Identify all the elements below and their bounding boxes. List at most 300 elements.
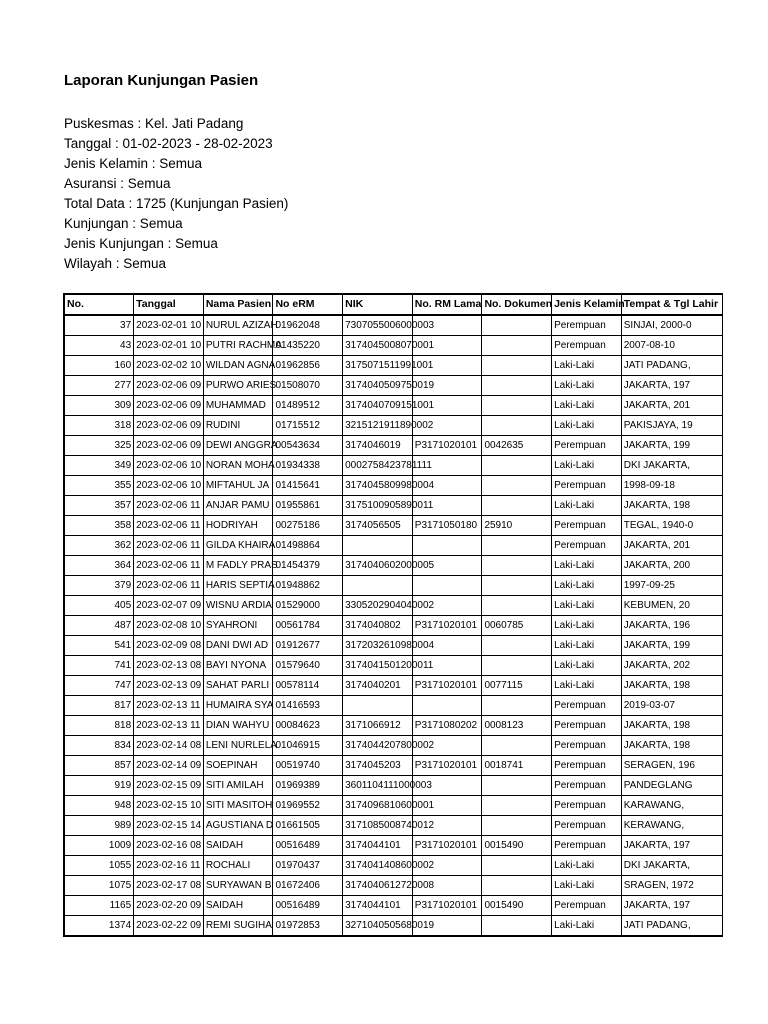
table-cell: 3174044207800002	[343, 736, 413, 756]
table-cell: 379	[64, 576, 134, 596]
table-cell: JAKARTA, 200	[621, 556, 722, 576]
table-cell: 01529000	[273, 596, 343, 616]
table-cell	[482, 556, 552, 576]
visit-table-container	[63, 293, 719, 935]
table-cell: Perempuan	[552, 836, 622, 856]
table-cell: 2023-02-02 10	[134, 356, 204, 376]
table-cell: JAKARTA, 199	[621, 436, 722, 456]
column-header: No eRM	[273, 294, 343, 315]
table-cell: JAKARTA, 198	[621, 736, 722, 756]
table-cell: 2023-02-06 11	[134, 576, 204, 596]
table-cell: 3174045203	[343, 756, 413, 776]
table-row	[64, 416, 723, 436]
table-row	[64, 736, 723, 756]
table-cell	[482, 596, 552, 616]
table-cell: 01498864	[273, 536, 343, 556]
table-cell: NORAN MOHA	[203, 456, 273, 476]
table-cell: 2023-02-13 09	[134, 676, 204, 696]
column-header: NIK	[343, 294, 413, 315]
table-cell: SINJAI, 2000-0	[621, 315, 722, 336]
table-cell: 00516489	[273, 836, 343, 856]
visit-table	[63, 293, 723, 937]
table-cell: 01416593	[273, 696, 343, 716]
table-cell: P3171020101	[412, 756, 482, 776]
report-title: Laporan Kunjungan Pasien	[64, 72, 259, 89]
table-cell	[482, 536, 552, 556]
table-row	[64, 356, 723, 376]
table-row	[64, 476, 723, 496]
table-cell: 358	[64, 516, 134, 536]
table-cell: 2023-02-15 09	[134, 776, 204, 796]
table-cell: 3174040602000005	[343, 556, 413, 576]
table-cell	[482, 736, 552, 756]
table-cell: JAKARTA, 199	[621, 636, 722, 656]
table-cell: DEWI ANGGRA	[203, 436, 273, 456]
table-cell: DKI JAKARTA,	[621, 456, 722, 476]
table-cell: 0018741	[482, 756, 552, 776]
table-cell	[482, 796, 552, 816]
table-cell: 2023-02-13 11	[134, 696, 204, 716]
table-cell: 2023-02-06 11	[134, 496, 204, 516]
table-cell	[482, 916, 552, 937]
table-cell: 3174040201	[343, 676, 413, 696]
table-cell: 2023-02-13 08	[134, 656, 204, 676]
table-cell: SOEPINAH	[203, 756, 273, 776]
table-cell: 277	[64, 376, 134, 396]
table-cell: 01955861	[273, 496, 343, 516]
table-cell: Laki-Laki	[552, 656, 622, 676]
table-cell: 01715512	[273, 416, 343, 436]
table-cell	[412, 696, 482, 716]
table-cell: 00084623	[273, 716, 343, 736]
table-cell	[343, 576, 413, 596]
table-row	[64, 376, 723, 396]
table-cell: 2023-02-06 09	[134, 376, 204, 396]
table-row	[64, 836, 723, 856]
table-cell: 2023-02-16 11	[134, 856, 204, 876]
table-row	[64, 716, 723, 736]
table-cell: 0015490	[482, 896, 552, 916]
table-cell: Perempuan	[552, 776, 622, 796]
table-row	[64, 796, 723, 816]
table-cell: 7307055006000003	[343, 315, 413, 336]
table-cell: 01489512	[273, 396, 343, 416]
report-meta-line: Tanggal : 01-02-2023 - 28-02-2023	[64, 136, 273, 151]
report-meta-line: Total Data : 1725 (Kunjungan Pasien)	[64, 196, 289, 211]
table-row	[64, 776, 723, 796]
table-cell: 3215121911890002	[343, 416, 413, 436]
table-cell: JAKARTA, 197	[621, 836, 722, 856]
table-cell: Perempuan	[552, 736, 622, 756]
table-cell: 00543634	[273, 436, 343, 456]
table-cell: 487	[64, 616, 134, 636]
table-row	[64, 556, 723, 576]
table-row	[64, 536, 723, 556]
table-cell: 3174046019	[343, 436, 413, 456]
table-cell: REMI SUGIHA	[203, 916, 273, 937]
table-cell: SAIDAH	[203, 836, 273, 856]
table-cell: Laki-Laki	[552, 556, 622, 576]
table-cell: JAKARTA, 198	[621, 496, 722, 516]
table-row	[64, 456, 723, 476]
table-cell: 00519740	[273, 756, 343, 776]
table-cell: 834	[64, 736, 134, 756]
table-cell: 01948862	[273, 576, 343, 596]
table-cell: 2023-02-22 09	[134, 916, 204, 937]
table-cell: 2023-02-01 10	[134, 315, 204, 336]
table-cell	[482, 396, 552, 416]
table-cell: 2023-02-16 08	[134, 836, 204, 856]
table-cell: DKI JAKARTA,	[621, 856, 722, 876]
table-cell: 3174041501200011	[343, 656, 413, 676]
table-cell: 2023-02-06 10	[134, 476, 204, 496]
table-body	[64, 315, 723, 936]
table-cell: Laki-Laki	[552, 416, 622, 436]
table-cell: 3174045008070001	[343, 336, 413, 356]
table-cell: 2023-02-20 09	[134, 896, 204, 916]
table-cell: 1075	[64, 876, 134, 896]
table-cell	[482, 696, 552, 716]
table-cell: 989	[64, 816, 134, 836]
table-cell: HUMAIRA SYA	[203, 696, 273, 716]
column-header: Tempat & Tgl Lahir	[621, 294, 722, 315]
column-header: Nama Pasien	[203, 294, 273, 315]
table-cell: 2023-02-07 09	[134, 596, 204, 616]
table-cell: JAKARTA, 197	[621, 376, 722, 396]
table-cell: 0060785	[482, 616, 552, 636]
table-cell: 00275186	[273, 516, 343, 536]
table-cell: 0077115	[482, 676, 552, 696]
table-cell: Perempuan	[552, 436, 622, 456]
table-row	[64, 916, 723, 937]
table-cell: 3174040509750019	[343, 376, 413, 396]
column-header: No.	[64, 294, 134, 315]
table-cell: Perempuan	[552, 516, 622, 536]
table-cell: TEGAL, 1940-0	[621, 516, 722, 536]
table-cell: 2023-02-06 09	[134, 396, 204, 416]
table-cell: 01969552	[273, 796, 343, 816]
table-cell: 01579640	[273, 656, 343, 676]
table-row	[64, 636, 723, 656]
table-cell: 01972853	[273, 916, 343, 937]
table-cell: Perempuan	[552, 696, 622, 716]
table-cell	[482, 336, 552, 356]
table-cell: 3171085008740012	[343, 816, 413, 836]
table-cell: SAIDAH	[203, 896, 273, 916]
table-row	[64, 336, 723, 356]
table-cell: 2023-02-06 09	[134, 416, 204, 436]
table-cell	[343, 696, 413, 716]
table-cell: M FADLY PRAS	[203, 556, 273, 576]
table-cell: 948	[64, 796, 134, 816]
table-cell: 3174045809980004	[343, 476, 413, 496]
table-cell: 2023-02-14 08	[134, 736, 204, 756]
table-cell: SRAGEN, 1972	[621, 876, 722, 896]
table-cell: 01454379	[273, 556, 343, 576]
table-cell: 2023-02-13 11	[134, 716, 204, 736]
table-cell: P3171020101	[412, 676, 482, 696]
table-cell	[482, 376, 552, 396]
table-cell: 362	[64, 536, 134, 556]
table-cell: Perempuan	[552, 816, 622, 836]
table-cell: 3175100905890011	[343, 496, 413, 516]
table-cell: 01435220	[273, 336, 343, 356]
table-cell: Laki-Laki	[552, 376, 622, 396]
table-cell: 3271040505680019	[343, 916, 413, 937]
table-cell: JAKARTA, 198	[621, 716, 722, 736]
table-cell: Laki-Laki	[552, 496, 622, 516]
table-row	[64, 816, 723, 836]
table-cell: 01969389	[273, 776, 343, 796]
table-cell: Laki-Laki	[552, 916, 622, 937]
table-cell: 2023-02-06 11	[134, 516, 204, 536]
table-cell: 318	[64, 416, 134, 436]
table-cell: 2023-02-15 14	[134, 816, 204, 836]
table-row	[64, 576, 723, 596]
report-meta-line: Kunjungan : Semua	[64, 216, 183, 231]
table-cell: 01934338	[273, 456, 343, 476]
table-cell: 3174044101	[343, 836, 413, 856]
table-row	[64, 876, 723, 896]
table-row	[64, 676, 723, 696]
column-header: No. Dokumen	[482, 294, 552, 315]
table-cell: P3171050180	[412, 516, 482, 536]
table-cell: JAKARTA, 198	[621, 676, 722, 696]
table-cell: 3174056505	[343, 516, 413, 536]
column-header: No. RM Lama	[412, 294, 482, 315]
table-cell	[482, 876, 552, 896]
table-cell: 818	[64, 716, 134, 736]
table-cell: KEBUMEN, 20	[621, 596, 722, 616]
table-cell: 1009	[64, 836, 134, 856]
column-header: Tanggal	[134, 294, 204, 315]
table-cell: Laki-Laki	[552, 596, 622, 616]
table-cell	[482, 776, 552, 796]
table-cell	[482, 356, 552, 376]
table-cell	[482, 315, 552, 336]
table-cell: KERAWANG,	[621, 816, 722, 836]
table-cell: 3174040612720008	[343, 876, 413, 896]
table-cell: 01962856	[273, 356, 343, 376]
table-cell: 919	[64, 776, 134, 796]
table-cell: DIAN WAHYU	[203, 716, 273, 736]
table-cell: 349	[64, 456, 134, 476]
table-cell: Perempuan	[552, 716, 622, 736]
table-cell: 00578114	[273, 676, 343, 696]
table-cell: 3174040802	[343, 616, 413, 636]
table-cell: 541	[64, 636, 134, 656]
table-cell: 817	[64, 696, 134, 716]
table-cell: 3175071511991001	[343, 356, 413, 376]
table-cell: DANI DWI AD	[203, 636, 273, 656]
table-cell: Laki-Laki	[552, 356, 622, 376]
table-cell: 355	[64, 476, 134, 496]
table-cell: 3174096810600001	[343, 796, 413, 816]
table-cell: 1374	[64, 916, 134, 937]
table-cell: JAKARTA, 202	[621, 656, 722, 676]
table-cell: 1055	[64, 856, 134, 876]
table-cell: BAYI NYONA	[203, 656, 273, 676]
table-cell: KARAWANG,	[621, 796, 722, 816]
table-cell: 2007-08-10	[621, 336, 722, 356]
table-row	[64, 496, 723, 516]
table-cell: SURYAWAN B	[203, 876, 273, 896]
table-cell: 2023-02-01 10	[134, 336, 204, 356]
table-cell: Perempuan	[552, 756, 622, 776]
table-cell: 741	[64, 656, 134, 676]
table-cell: 3171066912	[343, 716, 413, 736]
table-cell	[482, 816, 552, 836]
table-cell: P3171020101	[412, 836, 482, 856]
table-cell: 364	[64, 556, 134, 576]
table-cell: PANDEGLANG	[621, 776, 722, 796]
report-meta	[64, 114, 288, 274]
table-row	[64, 315, 723, 336]
table-cell: 747	[64, 676, 134, 696]
table-cell: 1998-09-18	[621, 476, 722, 496]
table-cell	[412, 576, 482, 596]
table-cell: AGUSTIANA D	[203, 816, 273, 836]
table-cell	[482, 476, 552, 496]
table-cell: 25910	[482, 516, 552, 536]
table-cell: 0042635	[482, 436, 552, 456]
table-cell: Perempuan	[552, 536, 622, 556]
table-cell	[482, 656, 552, 676]
table-cell: 405	[64, 596, 134, 616]
table-cell: 1997-09-25	[621, 576, 722, 596]
table-cell	[482, 456, 552, 476]
table-cell: PURWO ARIES	[203, 376, 273, 396]
report-meta-line: Jenis Kelamin : Semua	[64, 156, 203, 171]
table-cell: ROCHALI	[203, 856, 273, 876]
table-cell	[482, 636, 552, 656]
table-cell	[482, 856, 552, 876]
table-cell: JAKARTA, 201	[621, 396, 722, 416]
table-cell: MIFTAHUL JA	[203, 476, 273, 496]
table-cell: JATI PADANG,	[621, 356, 722, 376]
report-meta-line: Puskesmas : Kel. Jati Padang	[64, 116, 244, 131]
table-cell: PUTRI RACHMA	[203, 336, 273, 356]
table-cell: Laki-Laki	[552, 576, 622, 596]
table-cell: 2023-02-06 09	[134, 436, 204, 456]
table-cell: 0015490	[482, 836, 552, 856]
table-cell: 2023-02-09 08	[134, 636, 204, 656]
table-cell: GILDA KHAIRA	[203, 536, 273, 556]
report-meta-line: Asuransi : Semua	[64, 176, 171, 191]
table-cell	[482, 496, 552, 516]
table-cell: 2023-02-06 10	[134, 456, 204, 476]
table-cell: JAKARTA, 197	[621, 896, 722, 916]
table-cell: MUHAMMAD	[203, 396, 273, 416]
table-cell: P3171020101	[412, 896, 482, 916]
table-cell: Laki-Laki	[552, 396, 622, 416]
table-cell: 01962048	[273, 315, 343, 336]
table-cell: Perempuan	[552, 336, 622, 356]
table-cell: NURUL AZIZAH	[203, 315, 273, 336]
table-row	[64, 696, 723, 716]
table-cell: SITI AMILAH	[203, 776, 273, 796]
table-cell: 309	[64, 396, 134, 416]
table-cell: 01661505	[273, 816, 343, 836]
table-cell: 357	[64, 496, 134, 516]
table-cell	[482, 416, 552, 436]
table-cell: 1165	[64, 896, 134, 916]
table-cell: Laki-Laki	[552, 856, 622, 876]
table-cell: 3174041408600002	[343, 856, 413, 876]
table-cell: 0008123	[482, 716, 552, 736]
table-cell: Laki-Laki	[552, 636, 622, 656]
table-row	[64, 436, 723, 456]
report-meta-line: Wilayah : Semua	[64, 256, 167, 271]
table-cell: 00561784	[273, 616, 343, 636]
table-cell: 2023-02-08 10	[134, 616, 204, 636]
table-row	[64, 616, 723, 636]
table-cell: WILDAN AGNA	[203, 356, 273, 376]
table-cell: ANJAR PAMU	[203, 496, 273, 516]
table-row	[64, 756, 723, 776]
table-cell: 00516489	[273, 896, 343, 916]
table-cell: 3174040709151001	[343, 396, 413, 416]
table-cell: 2023-02-17 08	[134, 876, 204, 896]
table-cell: P3171020101	[412, 616, 482, 636]
table-cell: HODRIYAH	[203, 516, 273, 536]
table-cell	[343, 536, 413, 556]
table-cell: RUDINI	[203, 416, 273, 436]
table-cell: 160	[64, 356, 134, 376]
table-cell: 857	[64, 756, 134, 776]
table-cell: 01672406	[273, 876, 343, 896]
table-cell: SAHAT PARLI	[203, 676, 273, 696]
table-cell: 2023-02-15 10	[134, 796, 204, 816]
table-cell: 01912677	[273, 636, 343, 656]
table-cell: Perempuan	[552, 796, 622, 816]
table-header-row	[64, 294, 723, 315]
table-cell: P3171080202	[412, 716, 482, 736]
table-cell: 2019-03-07	[621, 696, 722, 716]
table-cell: 2023-02-06 11	[134, 556, 204, 576]
column-header: Jenis Kelamin	[552, 294, 622, 315]
table-cell: 3305202904040002	[343, 596, 413, 616]
table-cell: Perempuan	[552, 896, 622, 916]
table-cell: 37	[64, 315, 134, 336]
table-cell: SERAGEN, 196	[621, 756, 722, 776]
table-cell: LENI NURLELA	[203, 736, 273, 756]
table-cell: P3171020101	[412, 436, 482, 456]
table-cell: PAKISJAYA, 19	[621, 416, 722, 436]
table-cell: 3601104111000003	[343, 776, 413, 796]
table-cell: 01508070	[273, 376, 343, 396]
table-cell: 2023-02-06 11	[134, 536, 204, 556]
table-row	[64, 656, 723, 676]
table-cell	[412, 536, 482, 556]
table-cell: Laki-Laki	[552, 616, 622, 636]
table-cell: 01415641	[273, 476, 343, 496]
table-cell: Laki-Laki	[552, 456, 622, 476]
table-cell: JAKARTA, 201	[621, 536, 722, 556]
table-cell: 3174044101	[343, 896, 413, 916]
table-cell: HARIS SEPTIA	[203, 576, 273, 596]
table-cell: 01046915	[273, 736, 343, 756]
table-cell: Perempuan	[552, 476, 622, 496]
table-cell	[482, 576, 552, 596]
table-cell: JATI PADANG,	[621, 916, 722, 937]
table-row	[64, 596, 723, 616]
table-row	[64, 516, 723, 536]
table-cell: 3172032610980004	[343, 636, 413, 656]
table-cell: 01970437	[273, 856, 343, 876]
table-cell: Laki-Laki	[552, 676, 622, 696]
table-cell: Laki-Laki	[552, 876, 622, 896]
